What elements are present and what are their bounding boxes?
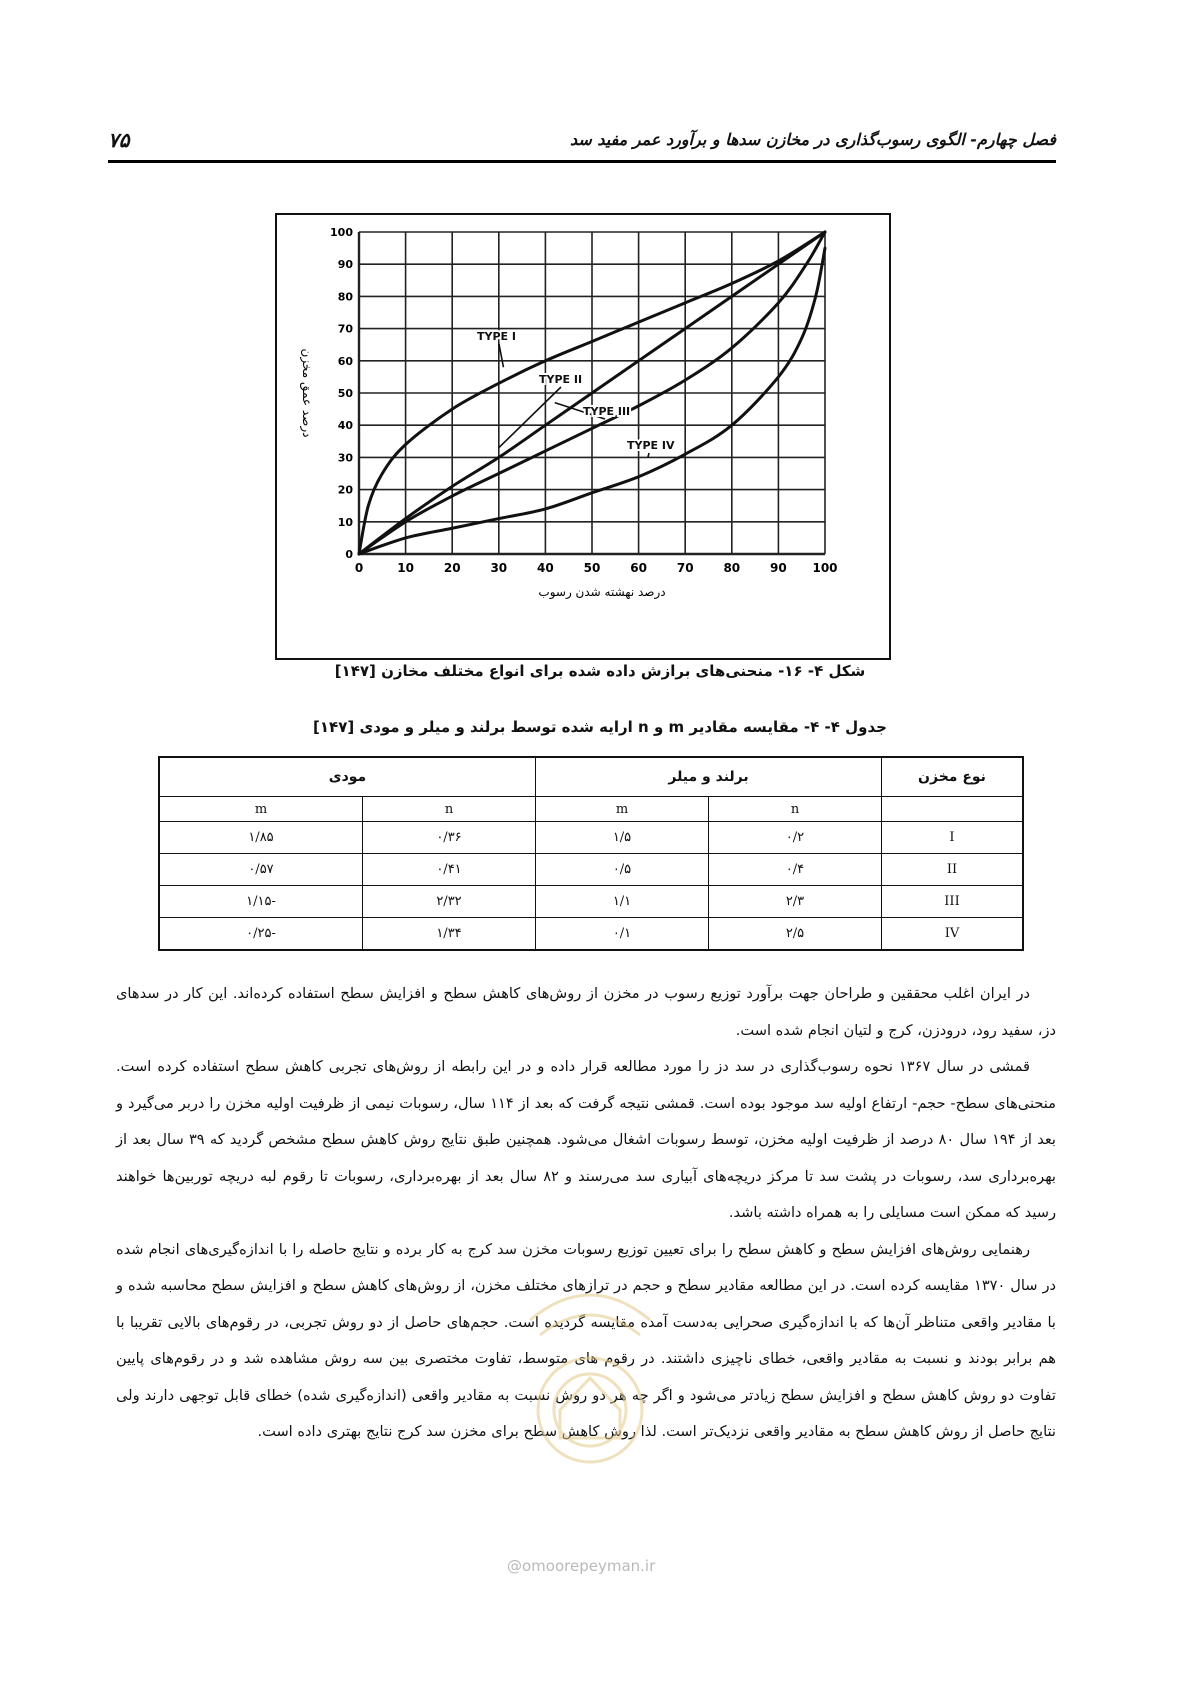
cell-moody-n: ۲/۳۲	[363, 886, 536, 918]
paragraph: رهنمایی روش‌های افزایش سطح و کاهش سطح را برای تعیین توزیع رسوبات مخزن سد کرج به کار برده و نتایج حاصله را با اندازه‌گیری‌های انجام شده در سال ۱۳۷۰ مقایسه کرده است. در این مطالعه مقادیر سطح و حجم در ترازهای مختلف مخزن، از روش‌های کاهش سطح و افزایش سطح محاسبه شده و با مقادیر واقعی متناظر آن‌ها که با اندازه‌گیری صحرایی به‌دست آمده مقایسه گردیده است. حجم‌های حاصل از دو روش تجربی، در رقوم‌های بالایی تقریبا با هم برابر بودند و نسبت به مقادیر واقعی، خطای ناچیزی داشتند. در رقوم های متوسط، تفاوت مختصری بین سه روش مشاهده شد و در رقوم‌های پایین تفاوت دو روش کاهش سطح و افزایش سطح زیادتر می‌شود و اگر چه هر دو روش نسبت به مقادیر واقعی (اندازه‌گیری شده) خطای قابل توجهی دارند ولی نتایج حاصل از روش کاهش سطح به مقادیر واقعی نزدیک‌تر است. لذا روش کاهش سطح برای مخزن سد کرج نتایج بهتری داده است.	[116, 1240, 1056, 1440]
x-tick-label: 20	[443, 561, 461, 575]
annotation-leader	[648, 453, 649, 457]
y-tick-label: 40	[337, 419, 353, 433]
y-tick-label: 80	[337, 290, 353, 304]
y-tick-label: 60	[337, 354, 353, 368]
cell-moody-n: ۰/۳۶	[363, 822, 536, 854]
table-row	[159, 854, 1023, 886]
watermark-url: @omoorepeyman.ir	[507, 1557, 656, 1575]
cell-moody-m: ۱/۸۵	[159, 822, 363, 854]
annotation-leader	[499, 387, 561, 448]
cell-bm-m: ۱/۱	[536, 886, 709, 918]
x-tick-label: 90	[770, 561, 787, 575]
table-caption: جدول ۴- ۴- مقایسه مقادیر m و n ارایه شده توسط برلند و میلر و مودی [۱۴۷]	[313, 718, 887, 736]
y-tick-label: 20	[337, 483, 353, 497]
figure-caption: شکل ۴- ۱۶- منحنی‌های برازش داده شده برای انواع مختلف مخازن [۱۴۷]	[334, 662, 866, 680]
header-borland-miller: برلند و میلر	[536, 757, 882, 797]
paragraph: قمشی در سال ۱۳۶۷ نحوه رسوب‌گذاری در سد دز را مورد مطالعه قرار داده و در این رابطه از روش‌های تجربی کاهش سطح استفاده کرده است. منحنی‌های سطح- حجم- ارتفاع اولیه سد موجود بوده است. قمشی نتیجه گرفت که بعد از ۱۱۴ سال، رسوبات نیمی از ظرفیت اولیه مخزن را دربر می‌گیرد و بعد از ۱۹۴ سال ۸۰ درصد از ظرفیت اولیه مخزن، توسط رسوبات اشغال می‌شود. همچنین طبق نتایج روش کاهش سطح مشخص گردید که ۳۹ سال بعد از بهره‌برداری سد، رسوبات در پشت سد تا مرکز دریچه‌های آبیاری سد می‌رسند و ۸۲ سال بعد از بهره‌برداری، رسوبات تا رقوم لبه دریچه توربین‌ها خواهند رسید که ممکن است مسایلی را به همراه داشته باشد.	[116, 1058, 1056, 1221]
paragraph: در ایران اغلب محققین و طراحان جهت برآورد توزیع رسوب در مخزن از روش‌های کاهش سطح و افزایش سطح استفاده کرده‌اند. این کار در سدهای دز، سفید رود، درودزن، کرج و لتیان انجام شده است.	[116, 985, 1056, 1039]
x-tick-label: 70	[676, 561, 694, 575]
cell-moody-m: -۰/۲۵	[159, 918, 363, 951]
series-annotation-label: TYPE IV	[627, 439, 675, 452]
figure-frame	[275, 213, 891, 660]
subheader-bm-m: m	[536, 797, 709, 822]
cell-bm-m: ۰/۱	[536, 918, 709, 951]
x-tick-label: 0	[354, 561, 364, 575]
y-tick-label: 70	[337, 322, 353, 336]
x-tick-label: 40	[537, 561, 554, 575]
table-row	[159, 822, 1023, 854]
x-tick-label: 80	[723, 561, 741, 575]
cell-type: II	[882, 854, 1024, 886]
page-number: ۷۵	[108, 128, 130, 152]
y-tick-label: 50	[337, 387, 353, 400]
coefficients-table	[158, 756, 1024, 951]
x-tick-label: 60	[630, 561, 647, 575]
cell-bm-m: ۰/۵	[536, 854, 709, 886]
table-subheader-row	[159, 797, 1023, 822]
cell-bm-n: ۲/۵	[709, 918, 882, 951]
series-annotation-label: TYPE I	[477, 330, 516, 343]
header-rule	[108, 160, 1056, 163]
sediment-distribution-chart	[277, 215, 889, 658]
table-row	[159, 918, 1023, 951]
cell-type: IV	[882, 918, 1024, 951]
header-moody: مودی	[159, 757, 536, 797]
y-tick-label: 30	[337, 451, 353, 465]
subheader-moody-m: m	[159, 797, 363, 822]
y-axis-label: درصد عمق مخزن	[300, 348, 314, 438]
cell-bm-m: ۱/۵	[536, 822, 709, 854]
cell-type: III	[882, 886, 1024, 918]
series-annotation-label: TYPE III	[583, 405, 631, 418]
page-header	[108, 128, 1056, 164]
subheader-bm-n: n	[709, 797, 882, 822]
cell-moody-n: ۰/۴۱	[363, 854, 536, 886]
body-text	[116, 976, 1056, 1451]
y-tick-label: 10	[337, 515, 353, 529]
cell-moody-n: ۱/۳۴	[363, 918, 536, 951]
table-row	[159, 886, 1023, 918]
y-tick-label: 90	[337, 258, 353, 272]
x-tick-label: 100	[812, 561, 838, 575]
table-header-row	[159, 757, 1023, 797]
cell-moody-m: ۰/۵۷	[159, 854, 363, 886]
y-tick-label: 100	[330, 226, 353, 239]
cell-bm-n: ۰/۲	[709, 822, 882, 854]
cell-type: I	[882, 822, 1024, 854]
chapter-title: فصل چهارم- الگوی رسوب‌گذاری در مخازن سدها و برآورد عمر مفید سد	[569, 130, 1056, 149]
header-reservoir-type: نوع مخزن	[882, 757, 1024, 797]
x-tick-label: 30	[490, 561, 508, 575]
cell-moody-m: -۱/۱۵	[159, 886, 363, 918]
annotation-leader	[499, 344, 503, 367]
x-tick-label: 50	[583, 561, 601, 575]
x-axis-label: درصد نهشته شدن رسوب	[538, 585, 666, 599]
cell-bm-n: ۰/۴	[709, 854, 882, 886]
cell-bm-n: ۲/۳	[709, 886, 882, 918]
y-tick-label: 0	[345, 548, 353, 561]
subheader-empty	[882, 797, 1024, 822]
series-annotation-label: TYPE II	[539, 373, 583, 386]
subheader-moody-n: n	[363, 797, 536, 822]
x-tick-label: 10	[397, 561, 414, 575]
